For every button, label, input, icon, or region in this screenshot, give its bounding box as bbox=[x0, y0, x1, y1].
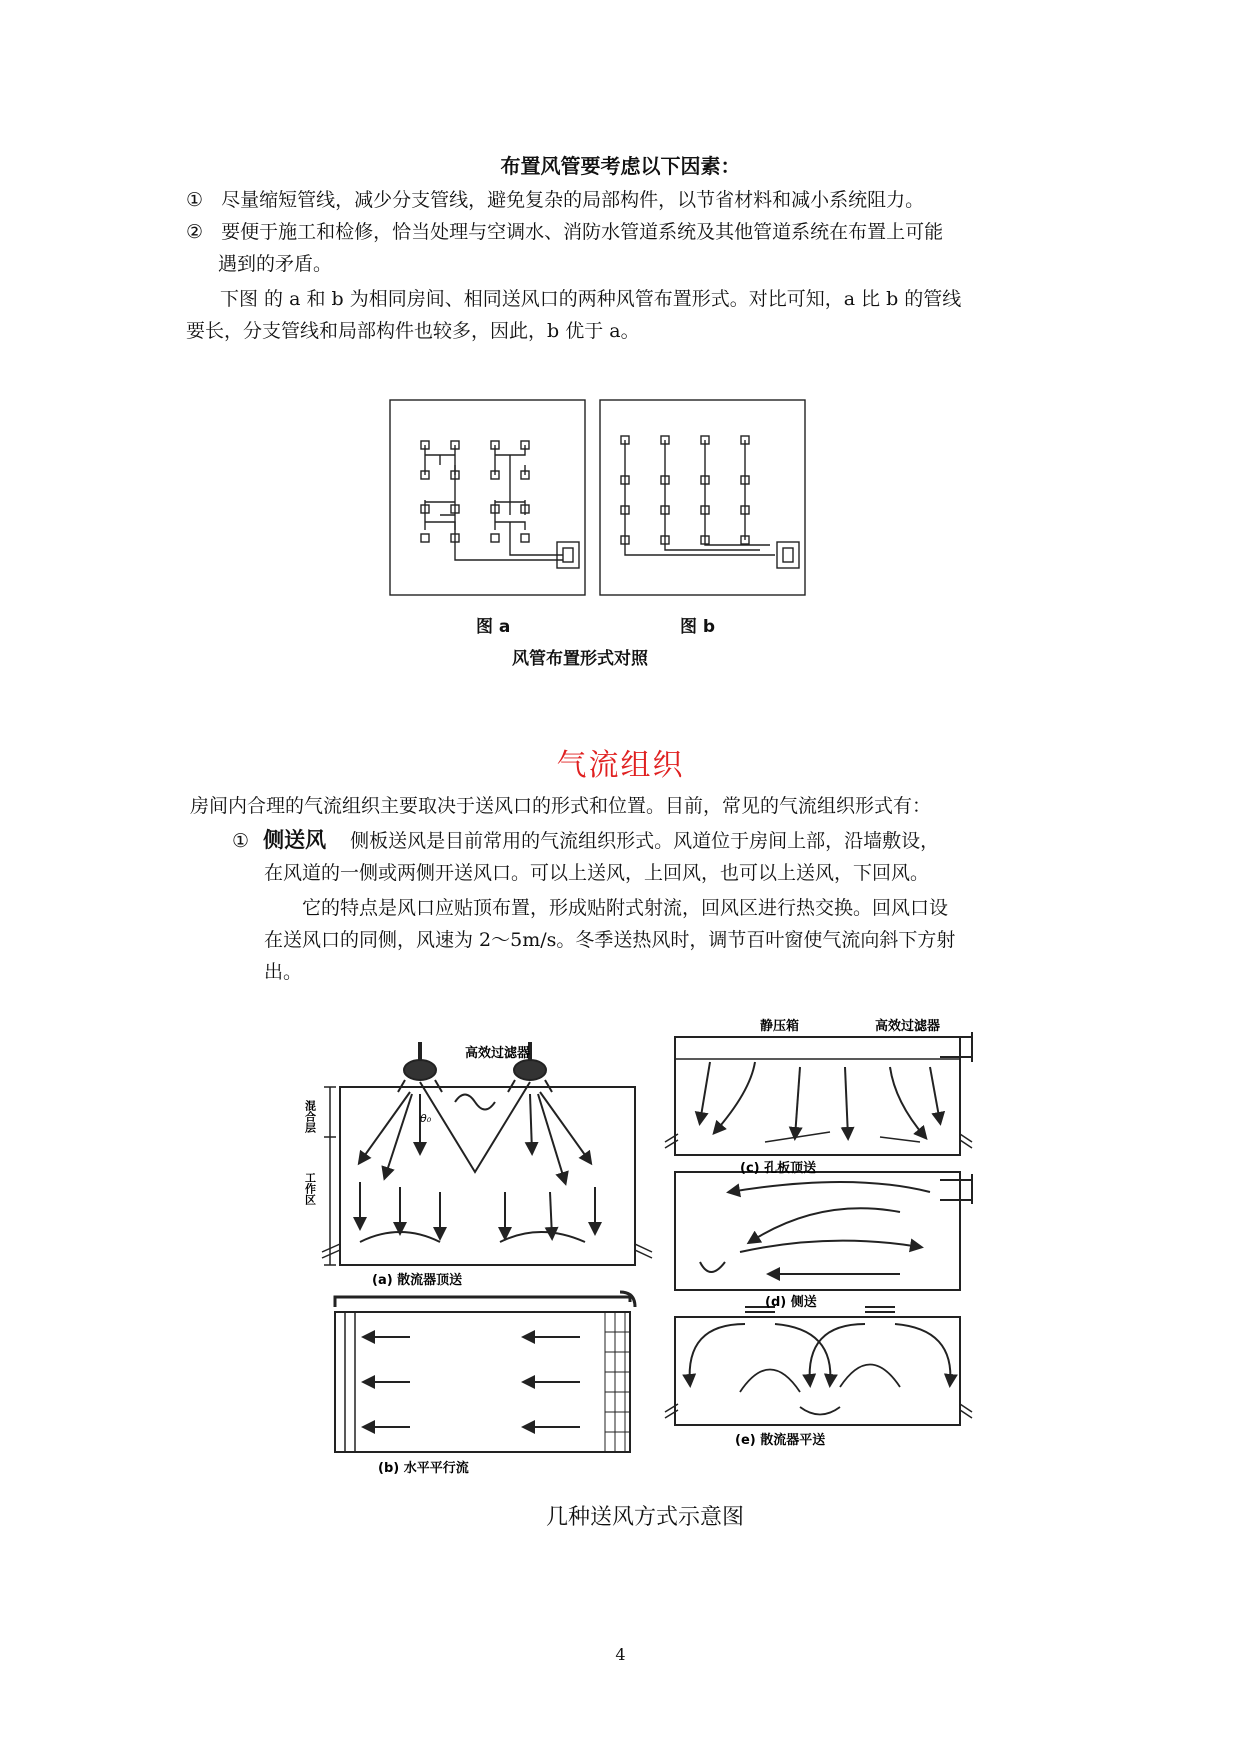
factor-text: 尽量缩短管线，减少分支管线，避免复杂的局部构件，以节省材料和减小系统阻力。 bbox=[221, 189, 925, 211]
figure-b-label: 图 b bbox=[680, 617, 716, 637]
figure-a-label: 图 a bbox=[476, 617, 511, 637]
scheme-b-caption: (b) 水平平行流 bbox=[378, 1461, 469, 1476]
scheme-a-filter-label: 高效过滤器 bbox=[465, 1046, 531, 1061]
scheme-c-plenum-label: 静压箱 bbox=[760, 1019, 800, 1034]
figure1-caption: 风管布置形式对照 bbox=[512, 649, 648, 669]
duct-layout-figure bbox=[380, 390, 880, 610]
page-number: 4 bbox=[615, 1645, 626, 1664]
airflow-schemes-figure bbox=[300, 1012, 990, 1477]
scheme-a bbox=[322, 1042, 652, 1265]
factor-number: ② bbox=[186, 221, 204, 243]
layout-b-ahu bbox=[777, 542, 799, 568]
factor-item-1 bbox=[186, 184, 924, 216]
side-supply-number: ① bbox=[232, 830, 250, 852]
scheme-c-caption: (c) 孔板顶送 bbox=[740, 1161, 817, 1176]
scheme-e-caption: (e) 散流器平送 bbox=[735, 1433, 826, 1448]
scheme-c bbox=[665, 1032, 972, 1155]
intro-paragraph: 房间内合理的气流组织主要取决于送风口的形式和位置。目前，常见的气流组织形式有： bbox=[190, 795, 932, 817]
scheme-c-filter-label: 高效过滤器 bbox=[875, 1019, 941, 1034]
compare-paragraph-line2: 要长，分支管线和局部构件也较多，因此，b 优于 a。 bbox=[186, 320, 640, 342]
scheme-a-mix-layer-label: 混合层 bbox=[303, 1100, 317, 1133]
layout-b-diffusers bbox=[621, 436, 749, 544]
factor-number: ① bbox=[186, 189, 204, 211]
side-supply-line4: 在送风口的同侧，风速为 2～5m/s。冬季送热风时，调节百叶窗使气流向斜下方射 bbox=[264, 929, 956, 951]
scheme-e bbox=[665, 1307, 972, 1425]
page-heading: 布置风管要考虑以下因素： bbox=[500, 154, 741, 178]
side-supply-line1 bbox=[232, 824, 939, 857]
layout-b-ducts bbox=[625, 440, 775, 555]
scheme-a-work-zone-label: 工作区 bbox=[303, 1172, 317, 1205]
side-supply-line2: 在风道的一侧或两侧开送风口。可以上送风，上回风，也可以上送风，下回风。 bbox=[264, 862, 930, 884]
side-supply-line3: 它的特点是风口应贴顶布置，形成贴附式射流，回风区进行热交换。回风口设 bbox=[302, 897, 949, 919]
scheme-a-angle-label: θ₀ bbox=[420, 1112, 432, 1125]
layout-a-diffusers bbox=[421, 441, 529, 542]
layout-a-ducts bbox=[425, 445, 563, 560]
side-supply-term: 侧送风 bbox=[263, 828, 327, 852]
scheme-d bbox=[675, 1172, 972, 1290]
layout-b-room bbox=[600, 400, 805, 595]
side-supply-line5: 出。 bbox=[264, 961, 303, 983]
factor-item-2-continued: 遇到的矛盾。 bbox=[218, 253, 333, 275]
figure2-caption: 几种送风方式示意图 bbox=[546, 1505, 745, 1530]
factor-text: 要便于施工和检修，恰当处理与空调水、消防水管道系统及其他管道系统在布置上可能 bbox=[221, 221, 944, 243]
compare-paragraph-line1: 下图 的 a 和 b 为相同房间、相同送风口的两种风管布置形式。对比可知，a 比 b 的管线 bbox=[220, 288, 962, 310]
section-title: 气流组织 bbox=[556, 748, 685, 783]
scheme-a-caption: (a) 散流器顶送 bbox=[372, 1273, 463, 1288]
layout-a-room bbox=[390, 400, 585, 595]
side-supply-text: 侧板送风是目前常用的气流组织形式。风道位于房间上部，沿墙敷设， bbox=[350, 830, 940, 852]
scheme-b bbox=[335, 1292, 635, 1452]
scheme-d-caption: (d) 侧送 bbox=[765, 1295, 817, 1310]
factor-item-2 bbox=[186, 216, 943, 248]
